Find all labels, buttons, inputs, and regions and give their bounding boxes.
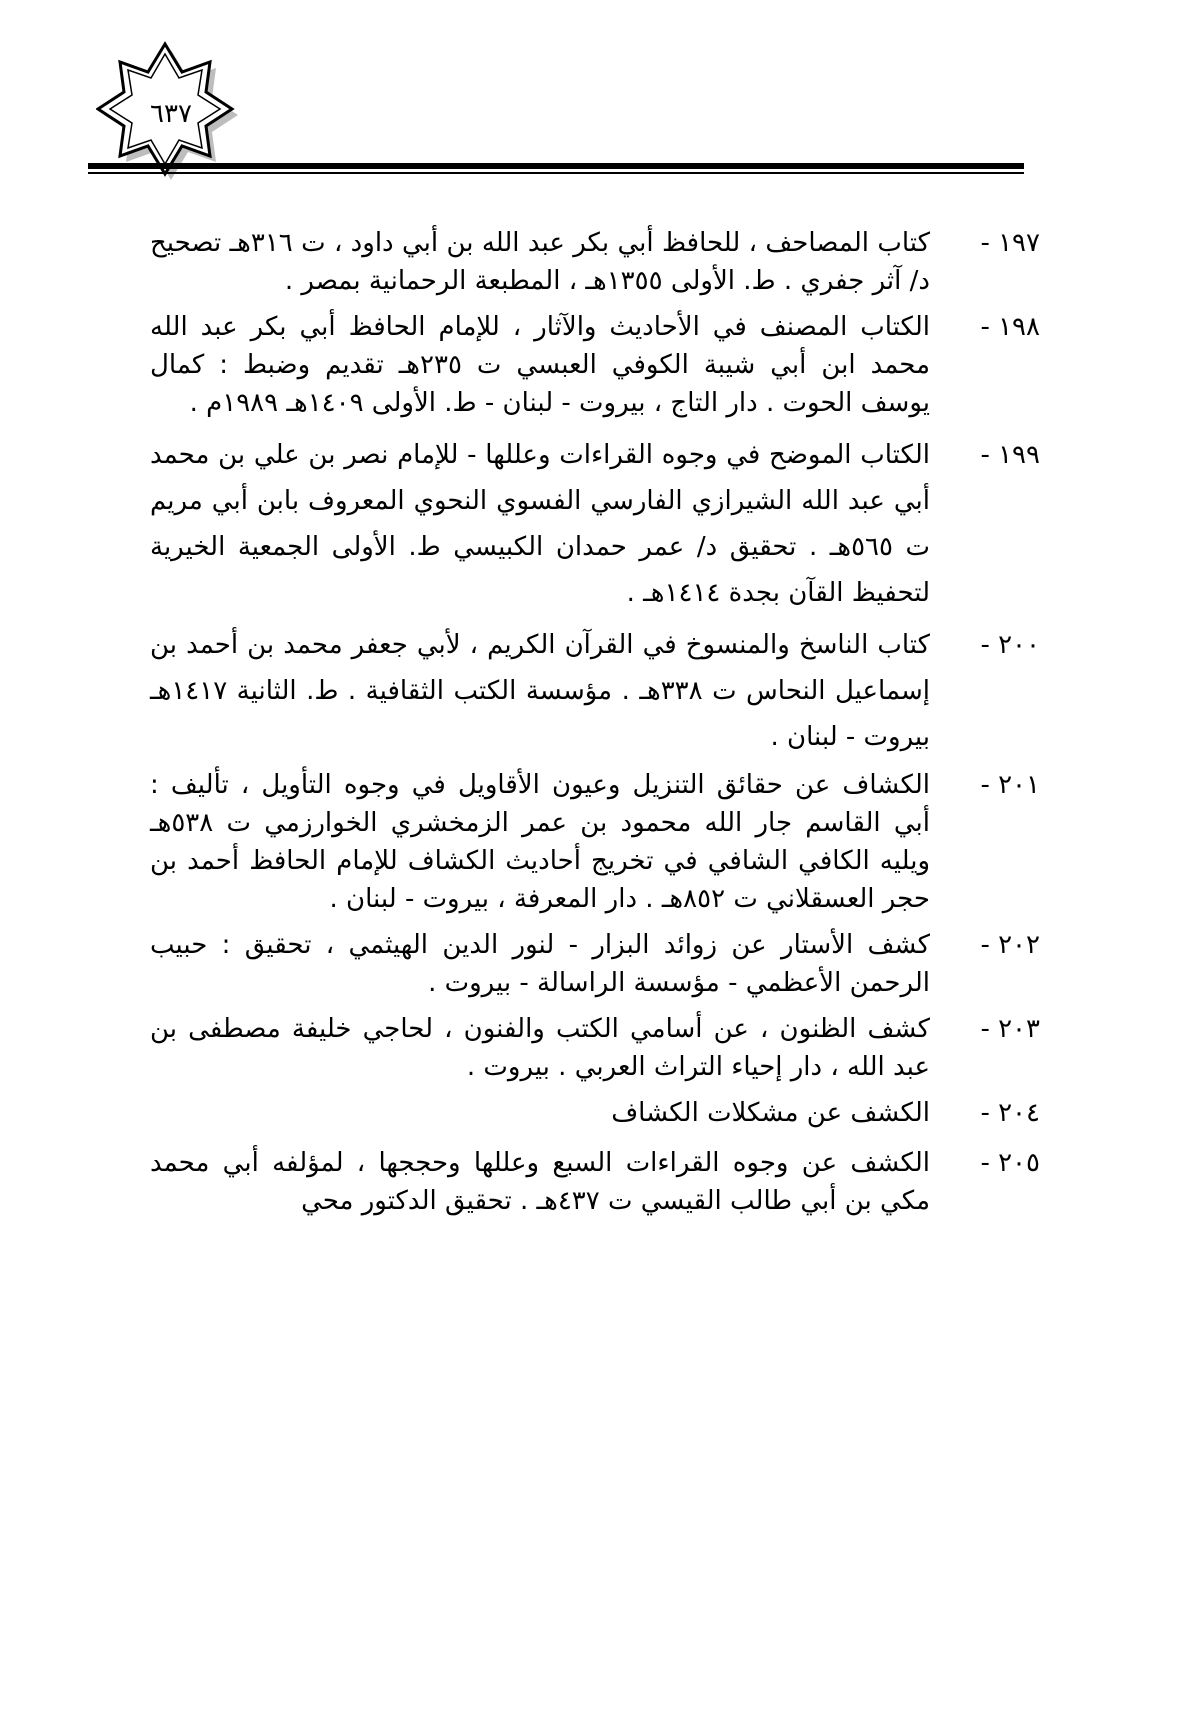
reference-text: كشف الأستار عن زوائد البزار - لنور الدين الهيثمي ، تحقيق : حبيب الرحمن الأعظمي - مؤسسة الراسالة - بيروت . — [150, 930, 930, 998]
reference-number: ١٩٩ - — [980, 440, 1040, 470]
reference-text: الكتاب الموضح في وجوه القراءات وعللها - للإمام نصر بن علي بن محمد أبي عبد الله الشيرازي الفارسي الفسوي النحوي المعروف بابن أبي مريم ت ٥٦٥هـ . تحقيق د/ عمر حمدان الكبيسي ط. الأولى الجمعية الخيرية لتحفيظ القآن بجدة ١٤١٤هـ . — [150, 440, 930, 608]
reference-entry-199 — [150, 432, 1040, 616]
reference-text: كتاب الناسخ والمنسوخ في القرآن الكريم ، لأبي جعفر محمد بن أحمد بن إسماعيل النحاس ت ٣٣٨هـ . مؤسسة الكتب الثقافية . ط. الثانية ١٤١٧هـ بيروت - لبنان . — [150, 630, 931, 752]
reference-text: الكتاب المصنف في الأحاديث والآثار ، للإمام الحافظ أبي بكر عبد الله محمد ابن أبي شيبة الكوفي العبسي ت ٢٣٥هـ تقديم وضبط : كمال يوسف الحوت . دار التاج ، بيروت - لبنان - ط. الأولى ١٤٠٩هـ ١٩٨٩م . — [150, 312, 930, 418]
reference-list — [150, 224, 1040, 1220]
reference-text: الكشاف عن حقائق التنزيل وعيون الأقاويل في وجوه التأويل ، تأليف : أبي القاسم جار الله محمود بن عمر الزمخشري الخوارزمي ت ٥٣٨هـ ويليه الكافي الشافي في تخريج أحاديث الكشاف للإمام الحافظ أحمد بن حجر العسقلاني ت ٨٥٢هـ . دار المعرفة ، بيروت - لبنان . — [150, 770, 930, 914]
reference-entry-205 — [150, 1144, 1040, 1220]
reference-entry-203 — [150, 1010, 1040, 1086]
reference-number: ٢٠٣ - — [980, 1014, 1040, 1044]
reference-number: ٢٠٤ - — [980, 1098, 1040, 1128]
reference-entry-204 — [150, 1094, 1040, 1132]
reference-number: ٢٠٠ - — [980, 630, 1040, 660]
reference-entry-200 — [150, 622, 1040, 760]
reference-entry-201 — [150, 766, 1040, 918]
page-number: ٦٣٧ — [150, 99, 192, 129]
reference-number: ٢٠١ - — [980, 770, 1040, 800]
reference-entry-197 — [150, 224, 1040, 300]
header-rule — [88, 163, 1024, 169]
reference-entry-198 — [150, 308, 1040, 422]
reference-text: الكشف عن مشكلات الكشاف — [611, 1098, 930, 1128]
reference-entry-202 — [150, 926, 1040, 1002]
reference-text: كشف الظنون ، عن أسامي الكتب والفنون ، لحاجي خليفة مصطفى بن عبد الله ، دار إحياء التراث العربي . بيروت . — [150, 1014, 930, 1082]
reference-number: ١٩٨ - — [980, 312, 1040, 342]
reference-number: ٢٠٥ - — [980, 1148, 1040, 1178]
reference-number: ١٩٧ - — [980, 228, 1040, 258]
reference-number: ٢٠٢ - — [980, 930, 1040, 960]
reference-text: الكشف عن وجوه القراءات السبع وعللها وحججها ، لمؤلفه أبي محمد مكي بن أبي طالب القيسي ت ٤٣٧هـ . تحقيق الدكتور محي — [150, 1148, 930, 1216]
header-rule-thin — [88, 172, 1024, 174]
reference-text: كتاب المصاحف ، للحافظ أبي بكر عبد الله بن أبي داود ، ت ٣١٦هـ تصحيح د/ آثر جفري . ط. الأولى ١٣٥٥هـ ، المطبعة الرحمانية بمصر . — [150, 228, 930, 296]
